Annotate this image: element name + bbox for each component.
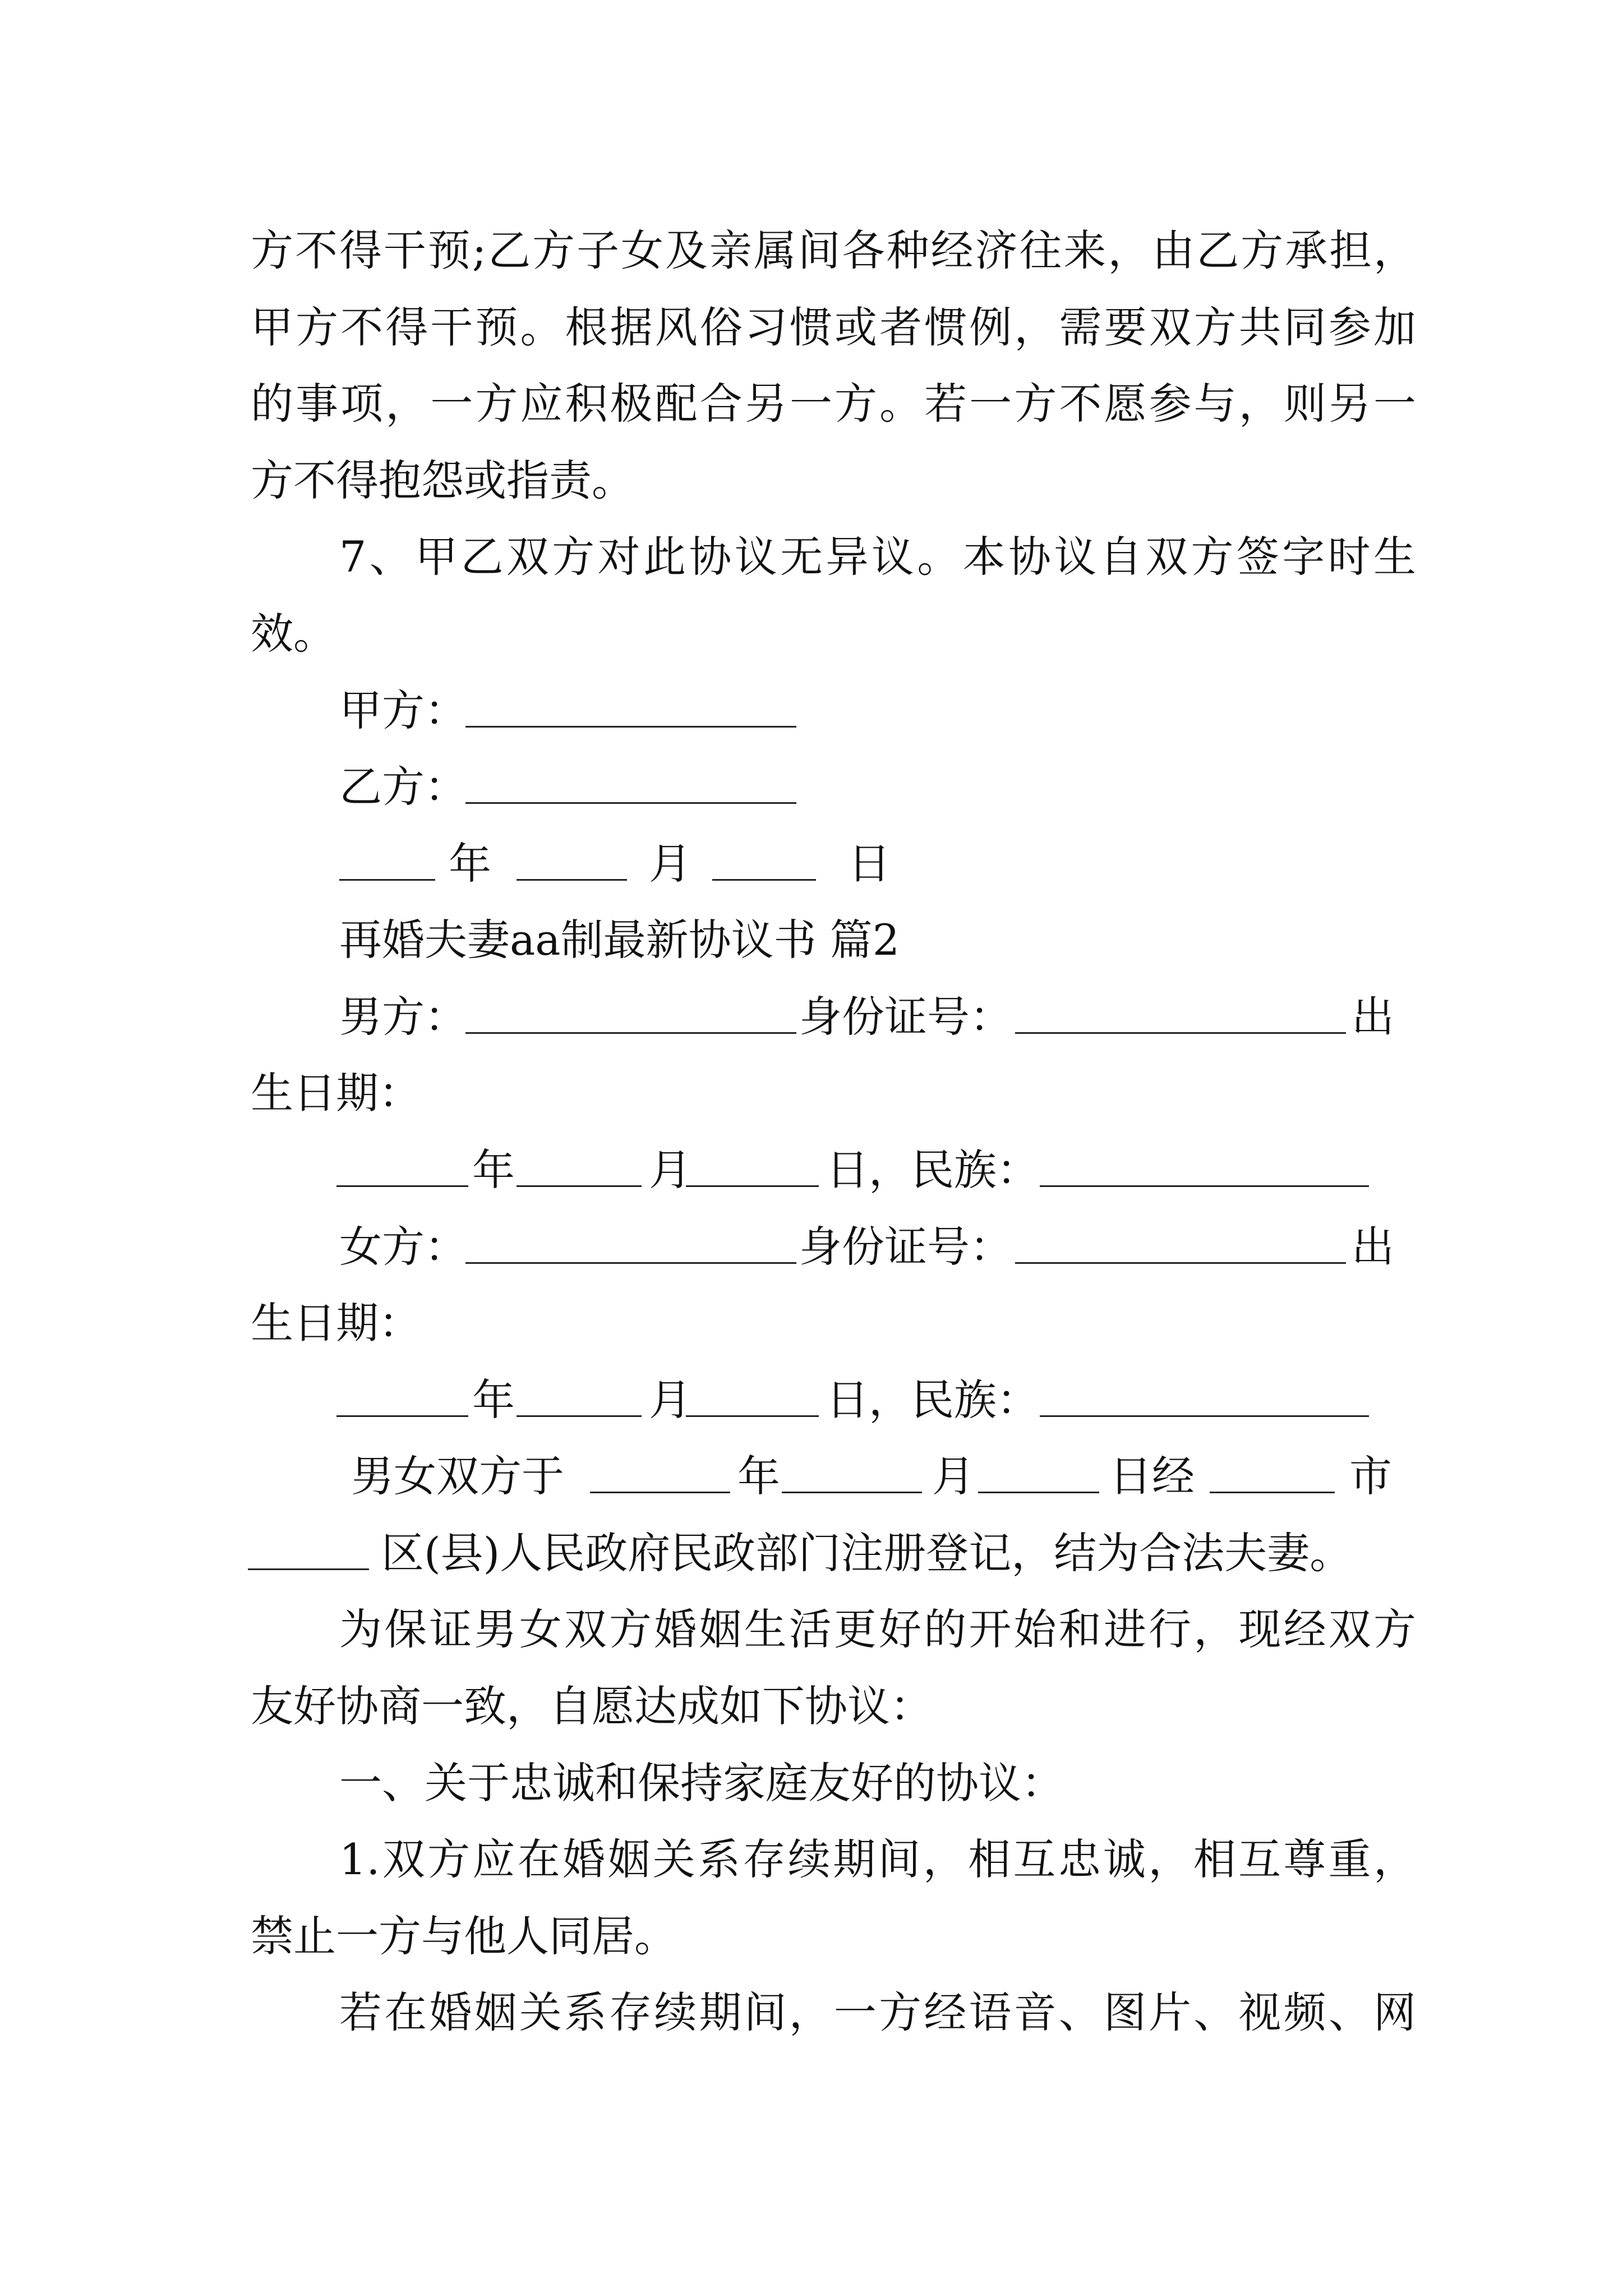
paragraph-line: 方不得干预;乙方子女及亲属间各种经济往来，由乙方承担， bbox=[251, 226, 1416, 275]
district-blank[interactable] bbox=[248, 1528, 369, 1570]
paragraph-line: 友好协商一致，自愿达成如下协议： bbox=[251, 1681, 933, 1731]
day-blank[interactable] bbox=[686, 1375, 819, 1417]
paragraph-line: 1.双方应在婚姻关系存续期间，相互忠诚，相互尊重， bbox=[339, 1834, 1416, 1884]
month-blank[interactable] bbox=[517, 1375, 642, 1417]
party-a-signature bbox=[0, 685, 1623, 736]
date-line bbox=[0, 839, 1623, 889]
birth-label: 生日期： bbox=[251, 1298, 421, 1348]
day-label: 日 bbox=[848, 839, 891, 889]
section-title: 再婚夫妻aa制最新协议书 篇2 bbox=[339, 915, 900, 965]
text: 日经 bbox=[1109, 1451, 1195, 1501]
ethnic-label: 日，民族： bbox=[826, 1375, 1039, 1425]
male-label: 男方： bbox=[339, 992, 467, 1042]
paragraph-line: 为保证男女双方婚姻生活更好的开始和进行，现经双方 bbox=[339, 1604, 1416, 1654]
birth-prefix: 出 bbox=[1352, 992, 1394, 1042]
birth-prefix: 出 bbox=[1352, 1222, 1394, 1272]
text: 市 bbox=[1349, 1451, 1392, 1501]
ethnic-blank[interactable] bbox=[1040, 1145, 1369, 1187]
month-label: 月 bbox=[649, 1375, 691, 1425]
male-id-blank[interactable] bbox=[1015, 992, 1346, 1034]
city-blank[interactable] bbox=[1210, 1451, 1335, 1493]
male-info-line bbox=[0, 992, 1623, 1042]
year-label: 年 bbox=[472, 1145, 515, 1195]
text: 男女双方于 bbox=[351, 1451, 564, 1501]
id-label: 身份证号： bbox=[799, 992, 1012, 1042]
year-label: 年 bbox=[737, 1451, 780, 1501]
ethnic-label: 日，民族： bbox=[826, 1145, 1039, 1195]
female-id-blank[interactable] bbox=[1015, 1222, 1346, 1264]
year-blank[interactable] bbox=[339, 839, 435, 881]
female-label: 女方： bbox=[339, 1222, 467, 1272]
month-blank[interactable] bbox=[517, 839, 627, 881]
text: 区(县)人民政府民政部门注册登记，结为合法夫妻。 bbox=[381, 1528, 1353, 1578]
day-blank[interactable] bbox=[686, 1145, 819, 1187]
year-blank[interactable] bbox=[336, 1145, 468, 1187]
year-label: 年 bbox=[472, 1375, 515, 1425]
clause-7: 7、甲乙双方对此协议无异议。本协议自双方签字时生 bbox=[339, 532, 1416, 582]
month-blank[interactable] bbox=[517, 1145, 642, 1187]
party-a-blank[interactable] bbox=[465, 685, 796, 728]
year-blank[interactable] bbox=[336, 1375, 468, 1417]
day-blank[interactable] bbox=[712, 839, 816, 881]
registration-line-2 bbox=[0, 1528, 1623, 1579]
month-label: 月 bbox=[649, 1145, 691, 1195]
month-label: 月 bbox=[649, 839, 691, 889]
month-blank[interactable] bbox=[782, 1451, 922, 1493]
party-b-signature bbox=[0, 762, 1623, 812]
day-blank[interactable] bbox=[978, 1451, 1099, 1493]
marriage-registration-line bbox=[0, 1451, 1623, 1502]
female-info-line bbox=[0, 1222, 1623, 1272]
party-a-label: 甲方： bbox=[339, 685, 467, 735]
paragraph-line: 效。 bbox=[251, 609, 336, 659]
paragraph-line: 若在婚姻关系存续期间，一方经语音、图片、视频、网 bbox=[339, 1987, 1416, 2037]
year-blank[interactable] bbox=[590, 1451, 730, 1493]
party-b-label: 乙方： bbox=[339, 762, 467, 812]
paragraph-line: 方不得抱怨或指责。 bbox=[251, 455, 634, 505]
paragraph-line: 的事项，一方应积极配合另一方。若一方不愿参与，则另一 bbox=[251, 379, 1416, 429]
party-b-blank[interactable] bbox=[465, 762, 796, 804]
month-label: 月 bbox=[932, 1451, 975, 1501]
male-name-blank[interactable] bbox=[465, 992, 796, 1034]
ethnic-blank[interactable] bbox=[1040, 1375, 1369, 1417]
id-label: 身份证号： bbox=[799, 1222, 1012, 1272]
year-label: 年 bbox=[449, 839, 491, 889]
male-birth-line bbox=[0, 1145, 1623, 1195]
paragraph-line: 禁止一方与他人同居。 bbox=[251, 1911, 677, 1961]
paragraph-line: 甲方不得干预。根据风俗习惯或者惯例，需要双方共同参加 bbox=[251, 302, 1416, 352]
birth-label: 生日期： bbox=[251, 1068, 421, 1118]
female-name-blank[interactable] bbox=[465, 1222, 796, 1264]
section-heading: 一、关于忠诚和保持家庭友好的协议： bbox=[339, 1758, 1064, 1808]
female-birth-line bbox=[0, 1375, 1623, 1425]
